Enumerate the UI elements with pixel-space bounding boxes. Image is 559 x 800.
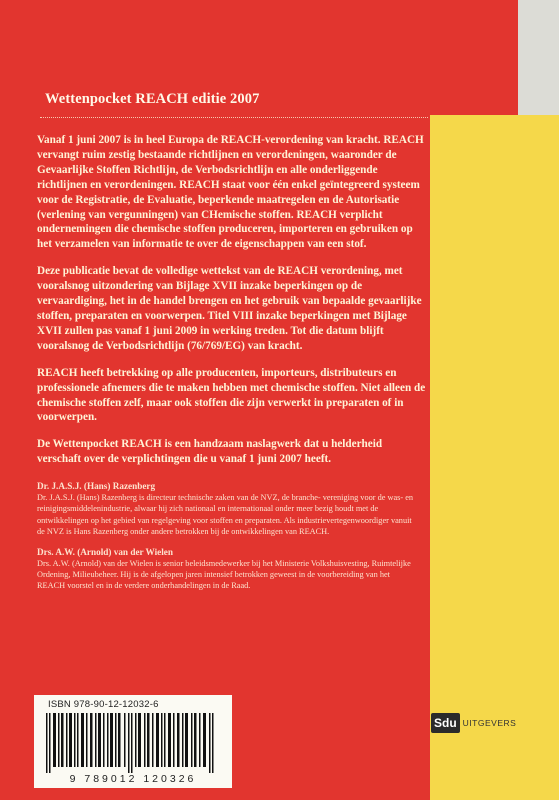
- author-bios: [37, 481, 420, 601]
- yellow-band: [430, 115, 559, 800]
- publisher-name: UITGEVERS: [462, 718, 517, 728]
- author-bio-1: Dr. J.A.S.J. (Hans) Razenberg is directeur technische zaken van de NVZ, de branche- vereniging voor de was- en reinigingsmiddelenindustrie, alwaar hij zich nationaal en internationaal onder meer bezig houdt met de ontwikkelingen op het gebied van regelgeving voor stoffen en preparaten. Als industrievertegenwoordiger vanuit de NVZ is Hans Razenberg onder andere betrokken bij de ontwikkelingen van REACH.: [37, 493, 414, 537]
- author-bio-2: Drs. A.W. (Arnold) van der Wielen is senior beleidsmedewerker bij het Ministerie Volkshuisvesting, Ruimtelijke Ordening, Milieubeheer. Hij is de afgelopen jaren intensief betrokken geweest in de voorbereiding van het REACH voorstel en in de verdere onderhandelingen in de Raad.: [37, 558, 411, 591]
- author-name-1: Dr. J.A.S.J. (Hans) Razenberg: [37, 481, 156, 491]
- blurb-paragraph-4: De Wettenpocket REACH is een handzaam naslagwerk dat u helderheid verschaft over de verplichtingen die u vanaf 1 juni 2007 heeft.: [37, 438, 383, 466]
- title-divider: [40, 117, 428, 118]
- barcode-label: [34, 695, 232, 788]
- blurb-paragraph-1: Vanaf 1 juni 2007 is in heel Europa de REACH-verordening van kracht. REACH vervangt ruim zestig bestaande richtlijnen en verordeningen, waaronder de Gevaarlijke Stoffen Richtlijn, de Verbodsrichtlijn en alle onderliggende richtlijnen en verordeningen. REACH staat voor één enkel geïntegreerd systeem voor de Registratie, de Evaluatie, beperkende maatregelen en de Autorisatie (verlening van vergunningen) van CHemische stoffen. REACH verplicht ondernemingen die chemische stoffen produceren, importeren en gebruiken op het verzamelen van informatie te over de eigenschappen van een stof.: [37, 134, 424, 251]
- sdu-logo-icon: Sdu: [431, 713, 460, 733]
- ean-number: 9 789012 120326: [69, 773, 197, 785]
- blurb: [37, 133, 427, 479]
- book-title: Wettenpocket REACH editie 2007: [45, 91, 260, 107]
- isbn-text: ISBN 978-90-12-12032-6: [48, 699, 159, 710]
- barcode-icon: [46, 713, 220, 773]
- blurb-paragraph-2: Deze publicatie bevat de volledige wettekst van de REACH verordening, met vooralsnog uitzondering van Bijlage XVII inzake beperkingen op de vervaardiging, het in de handel brengen en het gebruik van bepaalde gevaarlijke stoffen, preparaten en voorwerpen. Titel VIII inzake beperkingen met Bijlage XVII zullen pas vanaf 1 juni 2009 in werking treden. Tot die datum blijft vooralsnog de Verbodsrichtlijn (76/769/EG) van kracht.: [37, 265, 422, 352]
- blurb-paragraph-3: REACH heeft betrekking op alle producenten, importeurs, distributeurs en professionele afnemers die te maken hebben met chemische stoffen. Niet alleen de chemische stoffen zelf, maar ook stoffen die zijn verwerkt in preparaten of in voorwerpen.: [37, 366, 426, 424]
- author-name-2: Drs. A.W. (Arnold) van der Wielen: [37, 546, 173, 557]
- publisher-logo: [431, 713, 516, 733]
